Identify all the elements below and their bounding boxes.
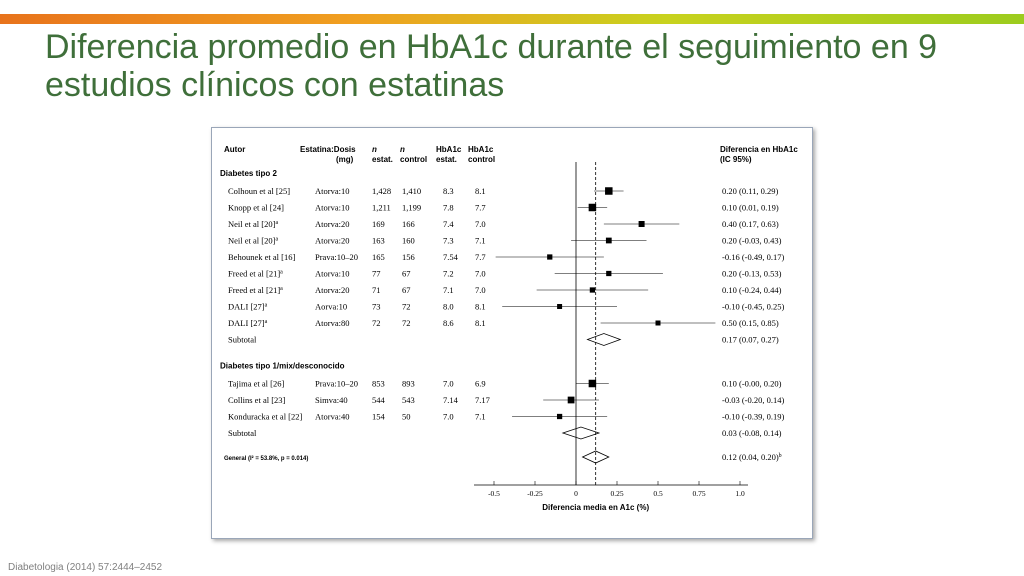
study-hba1c-control: 7.7 xyxy=(475,252,486,262)
study-author-text: Konduracka et al [22] xyxy=(228,411,303,422)
study-hba1c-statin: 7.0 xyxy=(443,411,454,422)
study-hba1c-control: 7.1 xyxy=(475,235,486,246)
x-tick-label: 0.75 xyxy=(692,489,706,498)
x-tick-label: -0.5 xyxy=(488,489,500,498)
study-hba1c-control: 8.1 xyxy=(475,186,486,196)
study-n-statin: 165 xyxy=(372,252,385,262)
study-author xyxy=(228,203,284,213)
header-autor: Autor xyxy=(224,145,246,154)
study-ci-text: 0.20 (-0.03, 0.43) xyxy=(722,235,782,246)
slide-title: Diferencia promedio en HbA1c durante el seguimiento en 9 estudios clínicos con estatinas xyxy=(45,28,938,104)
study-n-control: 893 xyxy=(402,378,415,389)
study-author-text: Freed et al [21] xyxy=(228,285,281,295)
point-estimate xyxy=(547,254,552,259)
study-ci-text: 0.50 (0.15, 0.85) xyxy=(722,318,779,328)
study-statin: Atorva:10 xyxy=(315,202,350,213)
study-ci-text: 0.10 (-0.24, 0.44) xyxy=(722,285,782,295)
study-hba1c-control: 7.0 xyxy=(475,268,486,279)
study-author-text: Freed et al [21] xyxy=(228,268,281,279)
study-hba1c-control: 7.0 xyxy=(475,285,486,295)
overall-label: General (I² = 53.8%, p = 0.014) xyxy=(224,456,309,462)
study-hba1c-control: 7.0 xyxy=(475,219,486,229)
study-author-superscript: a xyxy=(264,302,268,309)
point-estimate xyxy=(639,221,645,227)
study-statin: Atorva:40 xyxy=(315,411,350,422)
subtotal-ci-text: 0.17 (0.07, 0.27) xyxy=(722,334,779,345)
study-author-superscript: a xyxy=(280,286,283,292)
study-author-text: Neil et al [20] xyxy=(228,219,276,229)
study-hba1c-control: 8.1 xyxy=(475,318,486,328)
study-author xyxy=(228,412,303,422)
study-hba1c-statin: 7.14 xyxy=(443,395,458,405)
study-statin: Atorva:10 xyxy=(315,268,350,279)
study-n-statin: 1,211 xyxy=(372,202,391,213)
group-label: Diabetes tipo 1/mix/desconocido xyxy=(220,361,345,371)
header-hba1c-control: HbA1c xyxy=(468,145,494,154)
study-author-text: Behounek et al [16] xyxy=(228,252,296,262)
x-tick-label: 0.25 xyxy=(610,489,624,498)
header-n-estat: n xyxy=(372,145,377,154)
header-estatina-unit: (mg) xyxy=(336,155,354,164)
study-n-statin: 154 xyxy=(372,411,385,422)
study-author-text: DALI [27] xyxy=(228,318,265,328)
overall-ci-text-superscript: b xyxy=(778,453,782,459)
point-estimate xyxy=(589,380,597,388)
study-author xyxy=(228,186,290,196)
study-hba1c-statin: 8.6 xyxy=(443,318,454,328)
study-hba1c-statin: 7.0 xyxy=(443,378,454,389)
header-n-estat-l2: estat. xyxy=(372,155,393,164)
subtotal-diamond xyxy=(587,334,620,346)
subtotal-ci-text: 0.03 (-0.08, 0.14) xyxy=(722,428,782,438)
point-estimate xyxy=(557,414,562,419)
study-statin: Atorva:10 xyxy=(315,186,350,196)
study-ci-text: -0.03 (-0.20, 0.14) xyxy=(722,395,785,405)
study-ci-text: -0.16 (-0.49, 0.17) xyxy=(722,252,785,262)
study-author-text: Neil et al [20] xyxy=(228,235,276,246)
point-estimate xyxy=(605,187,613,195)
study-author xyxy=(228,269,283,279)
study-author-text: Collins et al [23] xyxy=(228,395,286,405)
study-hba1c-statin: 8.0 xyxy=(443,301,454,312)
study-author-text: DALI [27] xyxy=(228,301,265,312)
study-statin: Simva:40 xyxy=(315,395,348,405)
study-statin: Aorva:10 xyxy=(315,301,348,312)
header-n-control: n xyxy=(400,145,405,154)
study-author xyxy=(228,285,283,295)
study-n-control: 50 xyxy=(402,411,411,422)
study-n-control: 1,199 xyxy=(402,202,422,213)
study-author-text: Knopp et al [24] xyxy=(228,202,284,213)
study-n-control: 543 xyxy=(402,395,415,405)
study-author xyxy=(228,252,295,262)
study-n-control: 166 xyxy=(402,219,415,229)
study-author xyxy=(228,236,278,246)
study-n-statin: 77 xyxy=(372,268,381,279)
study-statin: Prava:10–20 xyxy=(315,378,358,389)
point-estimate xyxy=(656,321,661,326)
study-hba1c-statin: 7.8 xyxy=(443,202,454,213)
group-label: Diabetes tipo 2 xyxy=(220,169,277,178)
study-n-statin: 169 xyxy=(372,219,385,229)
study-author-text: Colhoun et al [25] xyxy=(228,186,291,196)
header-estatina: Estatina:Dosis xyxy=(300,145,356,154)
study-n-control: 67 xyxy=(402,268,411,279)
study-n-statin: 72 xyxy=(372,318,381,328)
study-author xyxy=(228,395,286,405)
header-diferencia: Diferencia en HbA1c xyxy=(720,145,798,154)
study-hba1c-statin: 7.3 xyxy=(443,235,454,246)
header-ic: (IC 95%) xyxy=(720,155,752,164)
study-ci-text: 0.20 (-0.13, 0.53) xyxy=(722,268,782,279)
study-hba1c-control: 7.1 xyxy=(475,411,486,422)
header-hba1c-estat: HbA1c xyxy=(436,145,462,154)
subtotal-label: Subtotal xyxy=(228,428,257,438)
study-statin: Atorva:20 xyxy=(315,235,350,246)
study-hba1c-statin: 7.4 xyxy=(443,219,454,229)
overall-ci-text xyxy=(722,452,782,462)
study-n-control: 156 xyxy=(402,252,415,262)
forest-plot-panel xyxy=(211,127,813,539)
study-n-control: 160 xyxy=(402,235,415,246)
study-hba1c-control: 6.9 xyxy=(475,378,486,389)
study-author xyxy=(228,219,278,229)
study-ci-text: 0.20 (0.11, 0.29) xyxy=(722,186,779,196)
study-ci-text: -0.10 (-0.39, 0.19) xyxy=(722,411,785,422)
study-hba1c-control: 8.1 xyxy=(475,301,486,312)
x-tick-label: 0 xyxy=(574,489,578,498)
x-tick-label: 0.5 xyxy=(653,489,663,498)
point-estimate xyxy=(590,287,595,292)
study-author-superscript: a xyxy=(275,220,279,226)
study-hba1c-statin: 7.2 xyxy=(443,268,454,279)
study-n-statin: 544 xyxy=(372,395,385,405)
point-estimate xyxy=(568,397,575,404)
x-tick-label: 1.0 xyxy=(735,489,745,498)
header-n-control-l2: control xyxy=(400,155,428,164)
study-n-statin: 853 xyxy=(372,378,385,389)
study-n-control: 67 xyxy=(402,285,411,295)
study-author-superscript: a xyxy=(275,236,279,243)
study-ci-text: 0.10 (0.01, 0.19) xyxy=(722,202,779,213)
study-statin: Atorva:80 xyxy=(315,318,350,328)
study-author-text: Tajima et al [26] xyxy=(228,378,285,389)
study-author xyxy=(228,302,268,312)
study-author-superscript: a xyxy=(280,269,283,276)
header-accent-bar xyxy=(0,14,1024,24)
header-hba1c-estat-l2: estat. xyxy=(436,155,457,164)
citation: Diabetologia (2014) 57:2444–2452 xyxy=(8,562,163,573)
point-estimate xyxy=(606,238,612,244)
study-hba1c-statin: 7.1 xyxy=(443,285,454,295)
study-n-statin: 1,428 xyxy=(372,186,392,196)
study-hba1c-control: 7.17 xyxy=(475,395,490,405)
study-statin: Atorva:20 xyxy=(315,285,350,295)
study-hba1c-statin: 7.54 xyxy=(443,252,458,262)
study-n-control: 72 xyxy=(402,301,411,312)
point-estimate xyxy=(589,204,597,212)
x-tick-label: -0.25 xyxy=(527,489,543,498)
study-n-statin: 71 xyxy=(372,285,381,295)
study-statin: Atorva:20 xyxy=(315,219,350,229)
study-hba1c-statin: 8.3 xyxy=(443,186,454,196)
forest-plot xyxy=(212,128,812,538)
subtotal-diamond xyxy=(563,427,599,439)
point-estimate xyxy=(606,271,611,276)
overall-ci-text-text: 0.12 (0.04, 0.20) xyxy=(722,452,779,462)
study-hba1c-control: 7.7 xyxy=(475,202,486,213)
study-n-control: 1,410 xyxy=(402,186,422,196)
study-n-control: 72 xyxy=(402,318,411,328)
study-author xyxy=(228,318,268,328)
study-n-statin: 73 xyxy=(372,301,381,312)
study-statin: Prava:10–20 xyxy=(315,252,358,262)
study-author-superscript: a xyxy=(264,319,268,325)
x-axis-title: Diferencia media en A1c (%) xyxy=(542,503,650,512)
study-ci-text: 0.40 (0.17, 0.63) xyxy=(722,219,779,229)
point-estimate xyxy=(557,304,562,309)
study-n-statin: 163 xyxy=(372,235,385,246)
header-hba1c-control-l2: control xyxy=(468,155,496,164)
study-author xyxy=(228,379,284,389)
subtotal-label: Subtotal xyxy=(228,334,257,345)
study-ci-text: 0.10 (-0.00, 0.20) xyxy=(722,378,782,389)
study-ci-text: -0.10 (-0.45, 0.25) xyxy=(722,301,785,312)
